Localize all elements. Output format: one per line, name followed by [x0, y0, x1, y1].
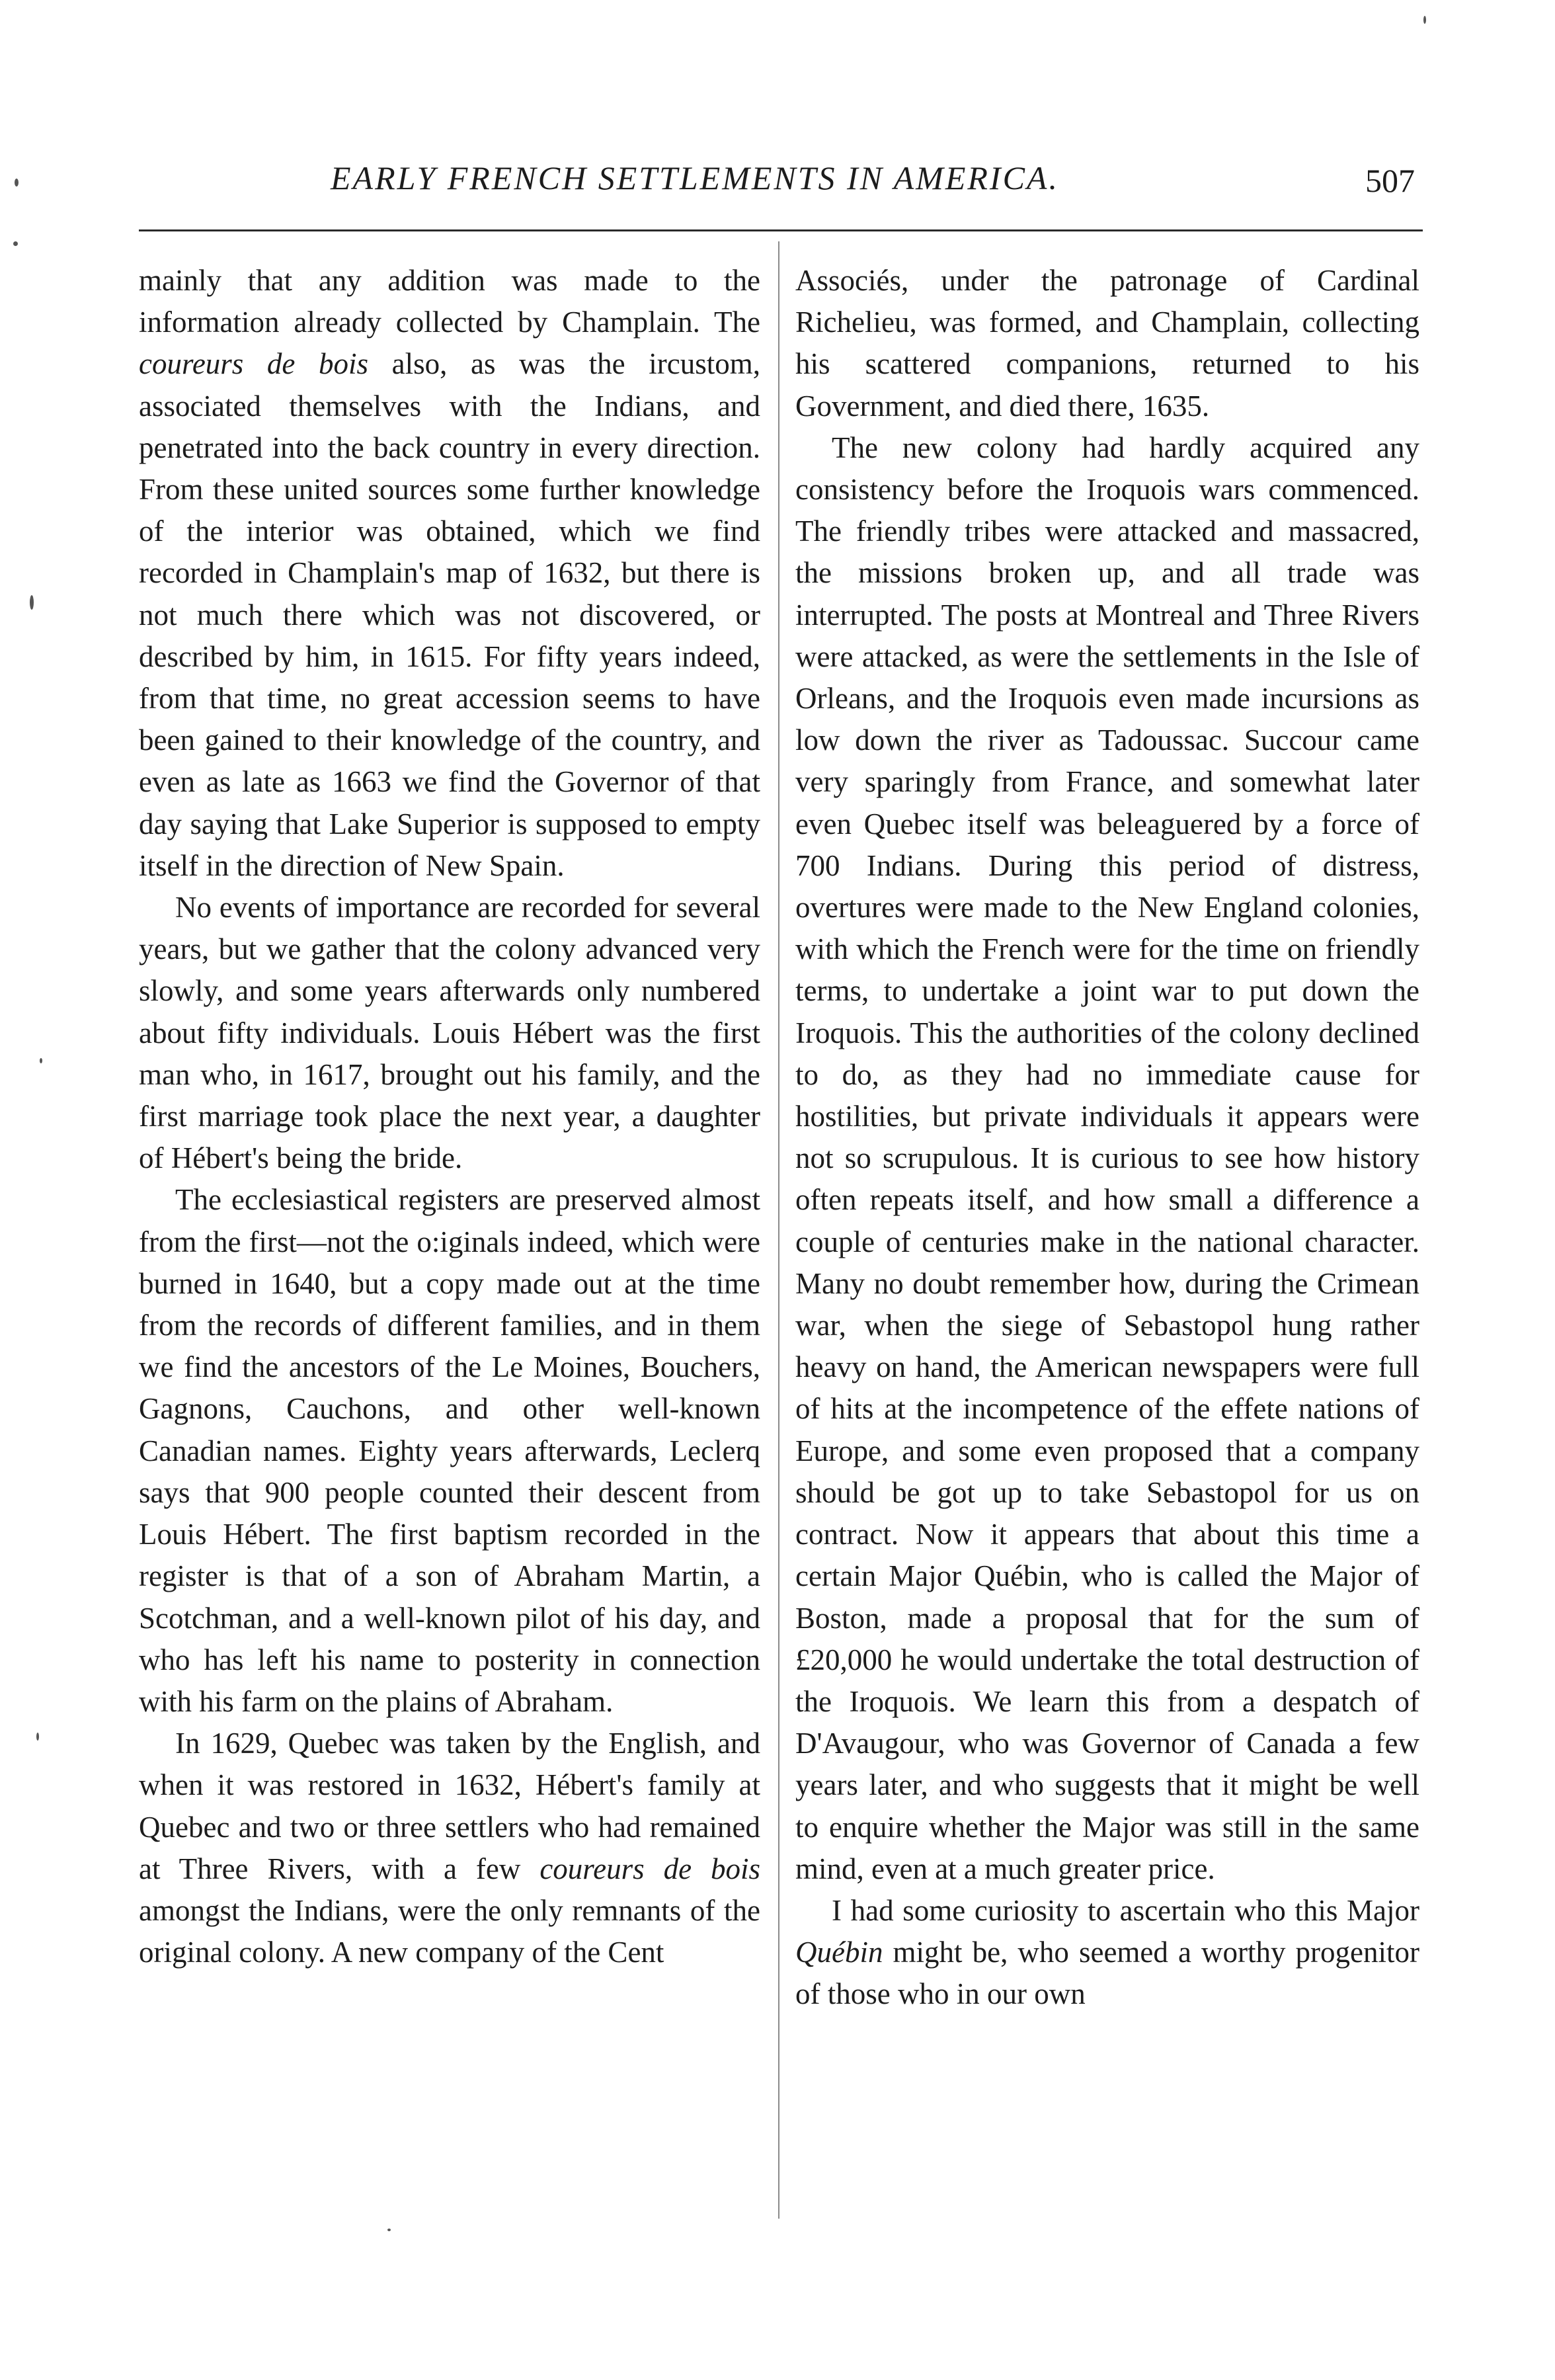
header-rule — [139, 229, 1423, 231]
text-run: mainly that any addition was made to the information already collected by Champlain. The — [139, 264, 760, 339]
text-run: No events of importance are recorded for several years, but we gather that the colony advanced very slowly, and some years afterwards only numbered about fifty individuals. Louis Hébert was the first man who, in 1617, brought out his family, and the first marriage took place the next year, a daughter of Hébert's being the bride. — [139, 891, 760, 1175]
paragraph — [795, 260, 1419, 427]
paragraph — [795, 427, 1419, 1890]
paragraph — [139, 260, 760, 887]
text-run: also, as was the ircustom, associated themselves with the Indians, and penetrated into the back country in every direction. From these united sources some further knowledge of the interior was obtained, which we find recorded in Champlain's map of 1632, but there is not much there which was not discovered, or described by him, in 1615. For fifty years indeed, from that time, no great accession seems to have been gained to their knowledge of the country, and even as late as 1663 we find the Governor of that day saying that Lake Superior is supposed to empty itself in the direction of New Spain. — [139, 347, 760, 882]
italic-text: coureurs de bois — [539, 1852, 760, 1885]
scan-speck — [40, 1058, 42, 1063]
running-title: EARLY FRENCH SETTLEMENTS IN AMERICA. — [331, 159, 1059, 196]
scan-speck — [387, 2229, 391, 2231]
paragraph — [139, 1179, 760, 1723]
text-run: I had some curiosity to ascertain who this Major — [832, 1893, 1419, 1927]
paragraph — [139, 1723, 760, 1973]
right-column — [795, 260, 1419, 2016]
text-run: The new colony had hardly acquired any consistency before the Iroquois wars commenced. The friendly tribes were attacked and massacred, the missions broken up, and all trade was interrupted. The posts at Montreal and Three Rivers were attacked, as were the settlements in the Isle of Orleans, and the Iroquois even made incursions as low down the river as Tadoussac. Succour came very sparingly from France, and somewhat later even Quebec itself was beleaguered by a force of 700 Indians. During this period of distress, overtures were made to the New England colonies, with which the French were for the time on friendly terms, to undertake a joint war to put down the Iroquois. This the authorities of the colony declined to do, as they had no immediate cause for hostilities, but private individuals it appears were not so scrupulous. It is curious to see how history often repeats itself, and how small a difference a couple of centuries make in the national character. Many no doubt remember how, during the Crimean war, when the siege of Sebastopol hung rather heavy on hand, the American newspapers were full of hits at the incompetence of the effete nations of Europe, and some even proposed that a company should be got up to take Sebastopol for us on contract. Now it appears that about this time a certain Major Québin, who is called the Major of Boston, made a proposal that for the sum of £20,000 he would undertake the total destruction of the Iroquois. We learn this from a despatch of D'Avaugour, who was Governor of Canada a few years later, and who suggests that it might be well to enquire whether the Major was still in the same mind, even at a much greater price. — [795, 431, 1419, 1885]
scan-speck — [1423, 16, 1426, 24]
text-run: The ecclesiastical registers are preserved almost from the first—not the o:iginals indeed, which were burned in 1640, but a copy made out at the time from the records of different families, and in them we find the ancestors of the Le Moines, Bouchers, Gagnons, Cauchons, and other well-known Canadian names. Eighty years afterwards, Leclerq says that 900 people counted their descent from Louis Hébert. The first baptism recorded in the register is that of a son of Abraham Martin, a Scotchman, and a well-known pilot of his day, and who has left his name to posterity in connection with his farm on the plains of Abraham. — [139, 1183, 760, 1718]
scan-speck — [30, 595, 34, 610]
scan-speck — [15, 179, 19, 186]
scan-speck — [36, 1733, 39, 1741]
italic-text: coureurs de bois — [139, 347, 369, 381]
italic-text: Québin — [795, 1936, 883, 1969]
left-column — [139, 260, 760, 1973]
paragraph — [795, 1890, 1419, 2016]
column-divider — [778, 241, 779, 2219]
scan-speck — [13, 241, 18, 246]
text-run: In 1629, Quebec was taken by the English, and when it was restored in 1632, Hébert's family at Quebec and two or three settlers who had remained at Three Rivers, with a few — [139, 1727, 760, 1885]
page-number: 507 — [1365, 162, 1415, 199]
text-run: amongst the Indians, were the only remnants of the original colony. A new company of the Cent — [139, 1893, 760, 1969]
running-head — [139, 159, 1423, 218]
text-run: might be, who seemed a worthy progenitor of those who in our own — [795, 1936, 1419, 2011]
text-run: Associés, under the patronage of Cardinal Richelieu, was formed, and Champlain, collecting his scattered companions, returned to his Government, and died there, 1635. — [795, 264, 1419, 423]
paragraph — [139, 887, 760, 1179]
